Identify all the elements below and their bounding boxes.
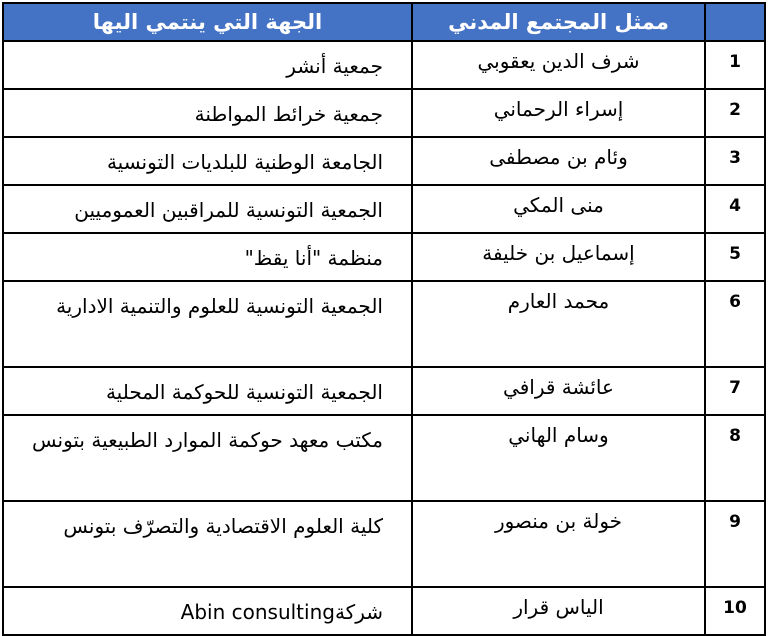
organization-cell: الجمعية التونسية للمراقبين العموميين — [3, 185, 412, 233]
row-number-cell: 3 — [705, 137, 765, 185]
organization-cell: الجامعة الوطنية للبلديات التونسية — [3, 137, 412, 185]
representative-cell: إسماعيل بن خليفة — [412, 233, 705, 281]
table-row — [3, 281, 765, 367]
row-number-cell: 6 — [705, 281, 765, 367]
participants-table — [2, 2, 766, 636]
organization-cell: الجمعية التونسية للحوكمة المحلية — [3, 367, 412, 415]
representative-cell: خولة بن منصور — [412, 501, 705, 587]
row-number-cell: 9 — [705, 501, 765, 587]
row-number-cell: 5 — [705, 233, 765, 281]
row-number-cell: 8 — [705, 415, 765, 501]
table-row — [3, 367, 765, 415]
row-number-cell: 1 — [705, 41, 765, 89]
representative-cell: محمد العارم — [412, 281, 705, 367]
organization-cell: كلية العلوم الاقتصادية والتصرّف بتونس — [3, 501, 412, 587]
participants-table-container — [2, 2, 766, 636]
table-row — [3, 185, 765, 233]
organization-cell: مكتب معهد حوكمة الموارد الطبيعية بتونس — [3, 415, 412, 501]
representative-cell: شرف الدين يعقوبي — [412, 41, 705, 89]
organization-cell: الجمعية التونسية للعلوم والتنمية الادارية — [3, 281, 412, 367]
representative-cell: وئام بن مصطفى — [412, 137, 705, 185]
table-row — [3, 137, 765, 185]
organization-cell: جمعية أنشر — [3, 41, 412, 89]
representative-cell: الياس قرار — [412, 587, 705, 635]
row-number-cell: 2 — [705, 89, 765, 137]
table-row — [3, 587, 765, 635]
representative-cell: إسراء الرحماني — [412, 89, 705, 137]
header-representative: ممثل المجتمع المدني — [412, 3, 705, 41]
row-number-cell: 10 — [705, 587, 765, 635]
table-row — [3, 415, 765, 501]
table-row — [3, 89, 765, 137]
row-number-cell: 4 — [705, 185, 765, 233]
organization-cell: جمعية خرائط المواطنة — [3, 89, 412, 137]
header-number — [705, 3, 765, 41]
table-row — [3, 41, 765, 89]
header-organization: الجهة التي ينتمي اليها — [3, 3, 412, 41]
row-number-cell: 7 — [705, 367, 765, 415]
table-row — [3, 233, 765, 281]
table-row — [3, 501, 765, 587]
representative-cell: منى المكي — [412, 185, 705, 233]
table-header-row — [3, 3, 765, 41]
organization-cell: شركةAbin consulting — [3, 587, 412, 635]
representative-cell: وسام الهاني — [412, 415, 705, 501]
representative-cell: عائشة قرافي — [412, 367, 705, 415]
organization-cell: منظمة "أنا يقظ" — [3, 233, 412, 281]
